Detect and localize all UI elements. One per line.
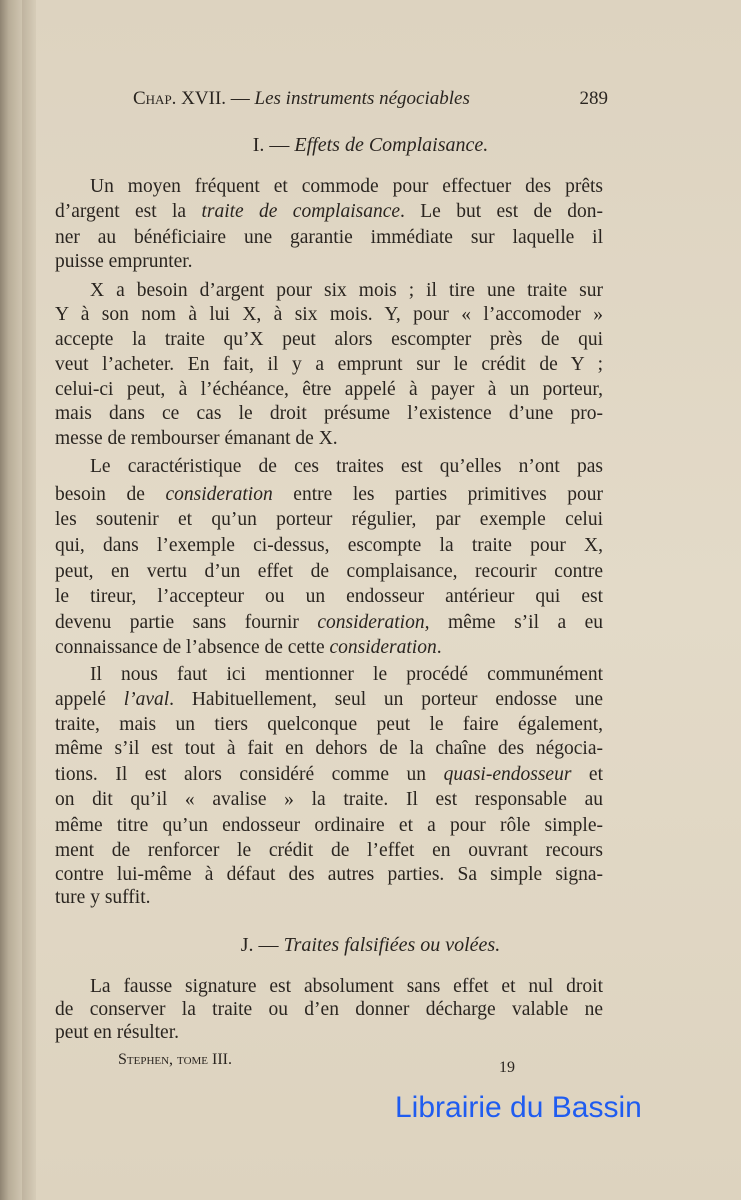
- text-segment: Un moyen fréquent et commode pour effectuer des prêts: [90, 176, 603, 197]
- text-segment: même s’il a eu: [429, 612, 603, 633]
- text-segment: contre lui-même à défaut des autres parties. Sa simple signa-: [55, 864, 603, 885]
- text-line: [55, 354, 603, 376]
- text-segment: de conserver la traite ou d’en donner décharge valable ne: [55, 999, 603, 1020]
- text-segment: et: [571, 764, 604, 785]
- page-gutter: [22, 0, 36, 1200]
- chapter-title: Les instruments négociables: [254, 88, 470, 109]
- text-line: [55, 1022, 603, 1044]
- text-line: [90, 176, 603, 198]
- text-line: [55, 887, 603, 909]
- section-heading-j: [0, 934, 741, 957]
- text-line: [55, 840, 603, 862]
- text-segment: peut en résulter.: [55, 1022, 179, 1043]
- section-heading-i: [0, 134, 741, 157]
- text-segment: La fausse signature est absolument sans effet et nul droit: [90, 976, 603, 997]
- text-segment: mais dans ce cas le droit présume l’existence d’une pro-: [55, 403, 603, 424]
- running-header: [133, 88, 608, 110]
- text-segment: puisse emprunter.: [55, 251, 193, 272]
- text-segment: Le caractéristique de ces traites est qu’elles n’ont pas: [90, 456, 603, 477]
- text-segment: celui-ci peut, à l’échéance, être appelé à payer à un porteur,: [55, 379, 603, 400]
- italic-term: consideration: [165, 484, 273, 505]
- text-segment: ner au bénéficiaire une garantie immédiate sur laquelle il: [55, 227, 603, 248]
- text-segment: . Le but est de don-: [400, 201, 603, 222]
- text-line: [55, 738, 603, 760]
- text-segment: .: [436, 637, 442, 658]
- text-segment: le tireur, l’accepteur ou un endosseur antérieur qui est: [55, 586, 603, 607]
- sheet-number: 19: [499, 1059, 515, 1076]
- text-segment: messe de rembourser émanant de X.: [55, 428, 338, 449]
- text-segment: même titre qu’un endosseur ordinaire et a pour rôle simple-: [55, 815, 603, 836]
- text-segment: même s’il est tout à fait en dehors de la chaîne des négocia-: [55, 738, 603, 759]
- text-line: [55, 428, 603, 450]
- text-segment: peut, en vertu d’un effet de complaisance, recourir contre: [55, 561, 603, 582]
- text-segment: ment de renforcer le crédit de l’effet en ouvrant recours: [55, 840, 603, 861]
- text-segment: besoin de: [55, 484, 166, 505]
- text-line: [55, 251, 603, 273]
- section-prefix: J. —: [240, 934, 279, 956]
- watermark: Librairie du Bassin: [395, 1091, 642, 1124]
- text-line: [55, 403, 603, 425]
- text-line: [55, 637, 603, 659]
- text-segment: appelé: [55, 689, 124, 710]
- text-segment: veut l’acheter. En fait, il y a emprunt sur le crédit de Y ;: [55, 354, 603, 375]
- text-line: [55, 789, 603, 811]
- section-title: Traites falsifiées ou volées.: [283, 934, 501, 956]
- text-line: [90, 664, 603, 686]
- text-line: [90, 280, 603, 302]
- text-segment: on dit qu’il « avalise » la traite. Il est responsable au: [55, 789, 603, 810]
- text-segment: Il nous faut ici mentionner le procédé communément: [90, 664, 603, 685]
- italic-term: consideration,: [317, 612, 430, 633]
- text-segment: ture y suffit.: [55, 887, 151, 908]
- text-segment: Y à son nom à lui X, à six mois. Y, pour « l’accomoder »: [55, 304, 603, 325]
- italic-term: consideration: [329, 637, 437, 658]
- text-segment: . Habituellement, seul un porteur endosse une: [169, 689, 603, 710]
- text-segment: connaissance de l’absence de cette: [55, 637, 330, 658]
- text-line: [55, 689, 603, 711]
- text-line: [55, 535, 603, 557]
- chapter-label: Chap. XVII. —: [133, 88, 250, 109]
- text-segment: traite, mais un tiers quelconque peut le faire également,: [55, 714, 603, 735]
- text-line: [55, 201, 603, 223]
- page-number: 289: [579, 88, 608, 109]
- text-line: [55, 509, 603, 531]
- adjacent-page-edge: [0, 0, 22, 1200]
- text-line: [55, 227, 603, 249]
- text-line: [55, 329, 603, 351]
- text-line: [55, 484, 603, 506]
- italic-term: l’aval: [123, 689, 170, 710]
- text-line: [90, 976, 603, 998]
- text-segment: accepte la traite qu’X peut alors escompter près de qui: [55, 329, 603, 350]
- text-segment: les soutenir et qu’un porteur régulier, par exemple celui: [55, 509, 603, 530]
- text-segment: d’argent est la: [55, 201, 202, 222]
- text-segment: tions. Il est alors considéré comme un: [55, 764, 444, 785]
- printer-signature: Stephen, tome III.: [118, 1051, 233, 1068]
- text-line: [55, 864, 603, 886]
- text-line: [55, 764, 603, 786]
- italic-term: traite de complaisance: [201, 201, 401, 222]
- section-title: Effets de Complaisance.: [294, 134, 489, 156]
- text-segment: qui, dans l’exemple ci-dessus, escompte la traite pour X,: [55, 535, 603, 556]
- text-line: [55, 586, 603, 608]
- text-line: [90, 456, 603, 478]
- section-prefix: I. —: [252, 134, 290, 156]
- text-line: [55, 612, 603, 634]
- text-line: [55, 561, 603, 583]
- text-line: [55, 379, 603, 401]
- italic-term: quasi-endosseur: [443, 764, 572, 785]
- text-segment: entre les parties primitives pour: [272, 484, 603, 505]
- text-line: [55, 304, 603, 326]
- text-segment: devenu partie sans fournir: [55, 612, 318, 633]
- text-line: [55, 999, 603, 1021]
- text-segment: X a besoin d’argent pour six mois ; il tire une traite sur: [90, 280, 603, 301]
- text-line: [55, 714, 603, 736]
- text-line: [55, 815, 603, 837]
